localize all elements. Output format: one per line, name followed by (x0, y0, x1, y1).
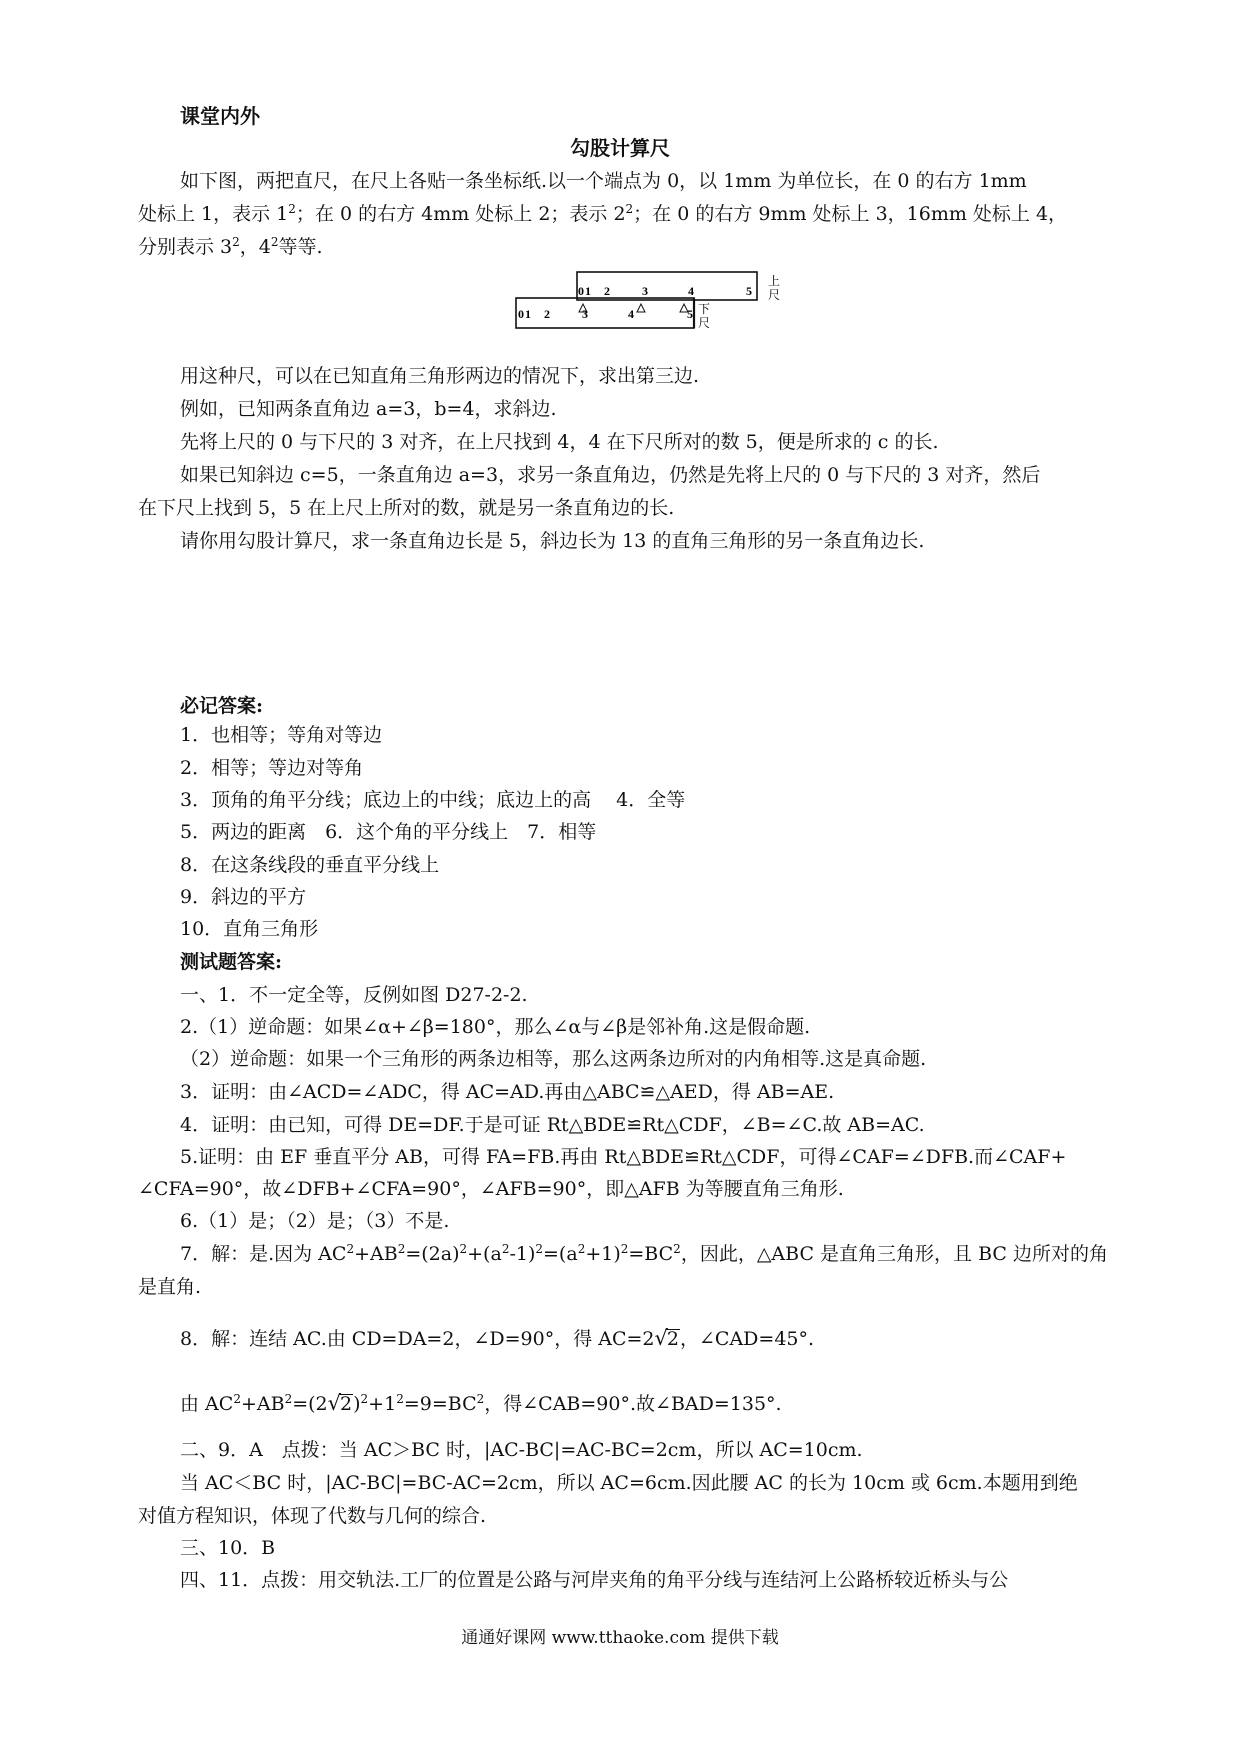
upper-tick-0: 0 (578, 284, 584, 298)
body-paragraph-1: 用这种尺，可以在已知直角三角形两边的情况下，求出第三边. (180, 365, 700, 387)
test-answer-4: 4．证明：由已知，可得 DE=DF.于是可证 Rt△BDE≌Rt△CDF，∠B=∠C.故 AB=AC. (180, 1114, 925, 1136)
upper-tick-3: 3 (642, 284, 648, 298)
article-title: 勾股计算尺 (570, 136, 670, 160)
test-heading: 测试题答案: (180, 951, 283, 973)
test-answer-7-2: 是直角. (138, 1276, 202, 1298)
memo-item: 2．相等；等边对等角 (180, 757, 364, 779)
upper-tick-5: 5 (746, 284, 752, 298)
test-answer-9-2: 当 AC＜BC 时，|AC-BC|=BC-AC=2cm，所以 AC=6cm.因此腰 AC 的长为 10cm 或 6cm.本题用到绝 (180, 1472, 1078, 1494)
lower-tick-2: 2 (544, 307, 550, 321)
memo-item: 10．直角三角形 (180, 918, 319, 940)
upper-ruler-label-2: 尺 (768, 288, 781, 302)
sqrt-2: √2 (654, 1326, 679, 1350)
pythagorean-ruler-figure (512, 268, 787, 357)
lower-ruler (516, 298, 694, 328)
test-answer-5-2: ∠CFA=90°，故∠DFB+∠CFA=90°，∠AFB=90°，即△AFB 为等腰直角三角形. (138, 1178, 844, 1200)
lower-ruler-label-2: 尺 (698, 316, 711, 330)
memo-item: 5．两边的距离 6．这个角的平分线上 7．相等 (180, 821, 597, 843)
upper-tick-4: 4 (688, 284, 694, 298)
body-paragraph-4b: 在下尺上找到 5，5 在上尺上所对的数，就是另一条直角边的长. (138, 497, 675, 519)
lower-tick-1: 1 (525, 307, 531, 321)
ruler-diagram (512, 268, 787, 353)
test-answer-9-1: 二、9．A 点拨：当 AC＞BC 时，|AC-BC|=AC-BC=2cm，所以 AC=10cm. (180, 1439, 863, 1461)
test-answer-3: 3．证明：由∠ACD=∠ADC，得 AC=AD.再由△ABC≌△AED，得 AB=AE. (180, 1081, 835, 1103)
align-arrow-2 (637, 304, 645, 312)
section-title: 课堂内外 (180, 104, 260, 128)
test-answer-1: 一、1．不一定全等，反例如图 D27-2-2. (180, 984, 528, 1006)
intro-line-1: 如下图，两把直尺，在尺上各贴一条坐标纸.以一个端点为 0，以 1mm 为单位长，在 0 的右方 1mm (180, 170, 1027, 192)
page-footer: 通通好课网 www.tthaoke.com 提供下载 (461, 1628, 779, 1648)
memo-item: 9．斜边的平方 (180, 886, 307, 908)
test-answer-5-1: 5.证明：由 EF 垂直平分 AB，可得 FA=FB.再由 Rt△BDE≌Rt△CDF，可得∠CAF=∠DFB.而∠CAF+ (180, 1146, 1067, 1168)
test-answer-8-2: 由 $AC^2+AB^2=(2√2)^2+1^2=9=BC^2$，得∠CAB=90°.故∠BAD=135°. (180, 1391, 782, 1415)
test-answer-2-1: 2.（1）逆命题：如果∠α+∠β=180°，那么∠α与∠β是邻补角.这是假命题. (180, 1016, 811, 1038)
test-answer-10: 三、10．B (180, 1537, 276, 1559)
test-answer-9-3: 对值方程知识，体现了代数与几何的综合. (138, 1505, 487, 1527)
intro-line-3: 分别表示 $3^2$，$4^2$等等. (138, 235, 323, 258)
test-answer-11: 四、11．点拨：用交轨法.工厂的位置是公路与河岸夹角的角平分线与连结河上公路桥较近桥头与公 (180, 1569, 1009, 1591)
lower-ruler-label-1: 下 (698, 302, 711, 316)
upper-ruler-label-1: 上 (768, 274, 781, 288)
intro-line-2: 处标上 1，表示 $1^2$；在 0 的右方 4mm 处标上 2；表示 $2^2$；在 0 的右方 9mm 处标上 3，16mm 处标上 4， (138, 202, 1068, 225)
lower-tick-4: 4 (628, 307, 634, 321)
memo-item: 1．也相等；等角对等边 (180, 724, 383, 746)
lower-tick-3: 3 (582, 307, 588, 321)
test-answer-6: 6.（1）是；（2）是；（3）不是. (180, 1210, 450, 1232)
memo-item: 3．顶角的角平分线；底边上的中线；底边上的高 4．全等 (180, 789, 686, 811)
test-answer-7-1: 7．解：是.因为 $AC^2+AB^2=(2a)^2+(a^2-1)^2=(a^2+1)^2=BC^2$，因此，△ABC 是直角三角形，且 BC 边所对的角 (180, 1242, 1108, 1265)
body-paragraph-2: 例如，已知两条直角边 a=3，b=4，求斜边. (180, 398, 557, 420)
test-answer-8-1: 8．解：连结 AC.由 CD=DA=2，∠D=90°，得 AC=2√2，∠CAD=45°. (180, 1326, 815, 1350)
sqrt-2: √2 (327, 1391, 353, 1415)
lower-tick-5: 5 (687, 307, 693, 321)
lower-tick-0: 0 (518, 307, 524, 321)
memo-item: 8．在这条线段的垂直平分线上 (180, 854, 440, 876)
body-paragraph-3: 先将上尺的 0 与下尺的 3 对齐，在上尺找到 4，4 在下尺所对的数 5，便是所求的 c 的长. (180, 431, 939, 453)
upper-tick-1: 1 (585, 284, 591, 298)
test-answer-2-2: （2）逆命题：如果一个三角形的两条边相等，那么这两条边所对的内角相等.这是真命题. (180, 1048, 927, 1070)
body-paragraph-4a: 如果已知斜边 c=5，一条直角边 a=3，求另一条直角边，仍然是先将上尺的 0 与下尺的 3 对齐，然后 (180, 464, 1041, 486)
body-paragraph-5: 请你用勾股计算尺，求一条直角边长是 5，斜边长为 13 的直角三角形的另一条直角边长. (180, 530, 925, 552)
memo-heading: 必记答案: (180, 695, 264, 717)
upper-tick-2: 2 (604, 284, 610, 298)
